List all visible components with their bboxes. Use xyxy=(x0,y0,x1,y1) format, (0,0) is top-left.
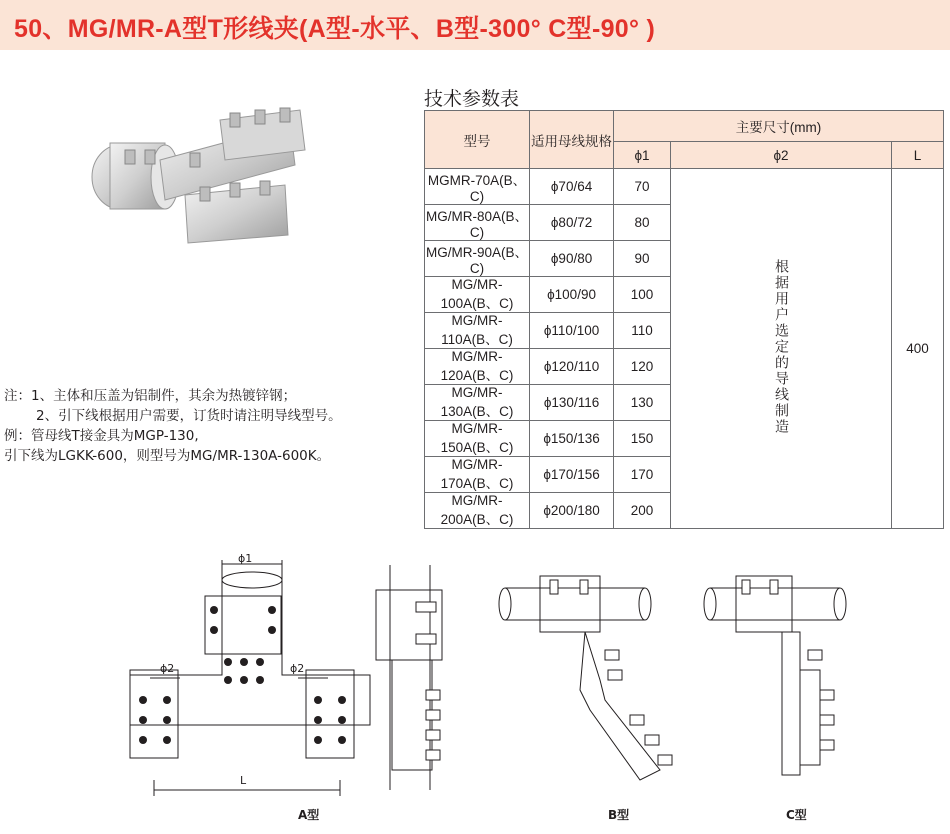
cell-phi1: 170 xyxy=(613,457,670,493)
label-a-type: A型 xyxy=(298,808,320,822)
cell-busbar: ϕ150/136 xyxy=(530,421,614,457)
cell-busbar: ϕ70/64 xyxy=(530,169,614,205)
cell-phi1: 120 xyxy=(613,349,670,385)
cell-model: MG/MR-150A(B、C) xyxy=(425,421,530,457)
dim-phi1: ϕ1 xyxy=(238,552,253,565)
spec-table xyxy=(424,110,944,529)
cell-phi1: 110 xyxy=(613,313,670,349)
technical-drawings xyxy=(0,540,950,834)
drawing-a-side xyxy=(376,565,442,790)
table-row xyxy=(425,169,944,205)
header-busbar: 适用母线规格 xyxy=(530,111,614,169)
cell-phi2-merged xyxy=(671,169,892,529)
dim-L: L xyxy=(240,774,247,787)
cell-model: MG/MR-200A(B、C) xyxy=(425,493,530,529)
cell-busbar: ϕ130/116 xyxy=(530,385,614,421)
header-phi1: ϕ1 xyxy=(613,142,670,169)
label-c-type: C型 xyxy=(786,808,807,822)
note-line: 例：管母线T接金具为MGP-130, xyxy=(4,428,199,444)
cell-busbar: ϕ100/90 xyxy=(530,277,614,313)
cell-model: MG/MR-100A(B、C) xyxy=(425,277,530,313)
note-line: 注：1、主体和压盖为铝制件，其余为热镀锌钢； xyxy=(4,388,297,404)
cell-phi1: 150 xyxy=(613,421,670,457)
header-dims: 主要尺寸(mm) xyxy=(613,111,943,142)
cell-busbar: ϕ200/180 xyxy=(530,493,614,529)
page-title: 50、MG/MR-A型T形线夹(A型-水平、B型-300° C型-90° ) xyxy=(14,15,656,43)
note-line: 引下线为LGKK-600，则型号为MG/MR-130A-600K。 xyxy=(4,448,331,464)
cell-busbar: ϕ90/80 xyxy=(530,241,614,277)
dim-phi2-left: ϕ2 xyxy=(160,662,175,675)
drawing-a xyxy=(130,560,370,796)
table-caption: 技术参数表 xyxy=(424,88,520,110)
notes xyxy=(4,386,342,466)
cell-phi1: 130 xyxy=(613,385,670,421)
drawing-c xyxy=(704,576,846,775)
cell-model: MG/MR-120A(B、C) xyxy=(425,349,530,385)
cell-phi1: 100 xyxy=(613,277,670,313)
cell-phi1: 80 xyxy=(613,205,670,241)
product-photo xyxy=(70,105,320,255)
cell-model: MG/MR-90A(B、C) xyxy=(425,241,530,277)
header-phi2: ϕ2 xyxy=(671,142,892,169)
header-model: 型号 xyxy=(425,111,530,169)
cell-phi1: 200 xyxy=(613,493,670,529)
cell-model: MG/MR-80A(B、C) xyxy=(425,205,530,241)
cell-busbar: ϕ110/100 xyxy=(530,313,614,349)
cell-busbar: ϕ120/110 xyxy=(530,349,614,385)
cell-model: MG/MR-170A(B、C) xyxy=(425,457,530,493)
cell-model: MG/MR-130A(B、C) xyxy=(425,385,530,421)
phi2-merged-text: 根据用户选定的导线制造 xyxy=(773,259,789,435)
note-line: 2、引下线根据用户需要，订货时请注明导线型号。 xyxy=(36,408,342,424)
header-L: L xyxy=(892,142,944,169)
drawing-b xyxy=(499,576,672,780)
cell-busbar: ϕ80/72 xyxy=(530,205,614,241)
cell-phi1: 70 xyxy=(613,169,670,205)
label-b-type: B型 xyxy=(608,808,630,822)
cell-phi1: 90 xyxy=(613,241,670,277)
cell-L-merged: 400 xyxy=(892,169,944,529)
cell-model: MGMR-70A(B、C) xyxy=(425,169,530,205)
dim-phi2-right: ϕ2 xyxy=(290,662,305,675)
cell-busbar: ϕ170/156 xyxy=(530,457,614,493)
cell-model: MG/MR-110A(B、C) xyxy=(425,313,530,349)
